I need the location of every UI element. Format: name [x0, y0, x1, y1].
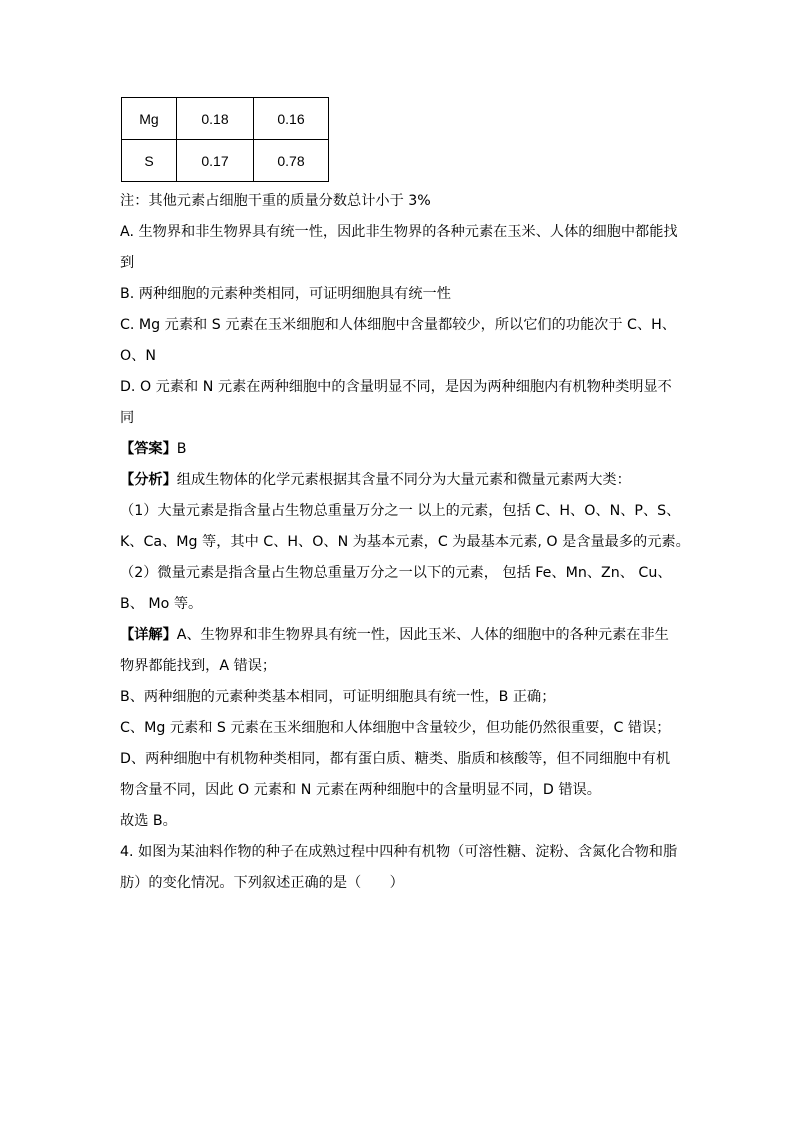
analysis-intro-line [120, 465, 680, 496]
detail-d-line2: 物含量不同，因此 O 元素和 N 元素在两种细胞中的含量明显不同，D 错误。 [120, 782, 601, 798]
detail-a-line2: 物界都能找到，A 错误； [120, 658, 277, 674]
analysis-point1-line2: K、Ca、Mg 等，其中 C、H、O、N 为基本元素，C 为最基本元素, O 是含量最多的元素。 [120, 534, 690, 550]
option-a-line2: 到 [120, 255, 135, 271]
analysis-intro: 组成生物体的化学元素根据其含量不同分为大量元素和微量元素两大类： [176, 472, 631, 488]
table-cell: 0.17 [177, 140, 254, 182]
table-cell: 0.78 [254, 140, 329, 182]
detail-b: B、两种细胞的元素种类基本相同，可证明细胞具有统一性，B 正确； [120, 689, 556, 705]
option-c-line2: O、N [120, 348, 156, 364]
table-note: 注：其他元素占细胞干重的质量分数总计小于 3% [120, 193, 431, 209]
option-c-line1: C. Mg 元素和 S 元素在玉米细胞和人体细胞中含量都较少，所以它们的功能次于 C、H、 [120, 317, 676, 333]
question-text [120, 186, 690, 899]
analysis-point1-line1: （1）大量元素是指含量占生物总重量万分之一 以上的元素，包括 C、H、O、N、P、S、 [120, 503, 681, 519]
table-row [122, 140, 329, 182]
question4-line1: 4. 如图为某油料作物的种子在成熟过程中四种有机物（可溶性糖、淀粉、含氮化合物和脂 [120, 844, 678, 860]
option-b: B. 两种细胞的元素种类相同，可证明细胞具有统一性 [120, 286, 451, 302]
answer-value: B [176, 441, 187, 457]
detail-c: C、Mg 元素和 S 元素在玉米细胞和人体细胞中含量较少，但功能仍然很重要，C 错误； [120, 720, 671, 736]
table-cell: Mg [122, 98, 177, 140]
element-content-table [121, 97, 329, 182]
table-row [122, 98, 329, 140]
analysis-label: 【分析】 [120, 472, 177, 488]
analysis-point2-line1: （2）微量元素是指含量占生物总重量万分之一以下的元素， 包括 Fe、Mn、Zn、 Cu、 [120, 565, 672, 581]
answer-line [120, 434, 680, 465]
question4-line2: 肪）的变化情况。下列叙述正确的是（ ） [120, 875, 404, 891]
table-cell: S [122, 140, 177, 182]
option-a-line1: A. 生物界和非生物界具有统一性，因此非生物界的各种元素在玉米、人体的细胞中都能找 [120, 224, 678, 240]
detail-a-line1 [120, 620, 680, 651]
table-cell: 0.16 [254, 98, 329, 140]
analysis-point2-line2: B、 Mo 等。 [120, 596, 203, 612]
detail-label: 【详解】 [120, 627, 177, 643]
table-cell: 0.18 [177, 98, 254, 140]
option-d-line2: 同 [120, 410, 135, 426]
answer-label: 【答案】 [120, 441, 177, 457]
conclusion: 故选 B。 [120, 813, 177, 829]
detail-a-text: A、生物界和非生物界具有统一性，因此玉米、人体的细胞中的各种元素在非生 [176, 627, 669, 643]
option-d-line1: D. O 元素和 N 元素在两种细胞中的含量明显不同，是因为两种细胞内有机物种类明显不 [120, 379, 672, 395]
detail-d-line1: D、两种细胞中有机物种类相同，都有蛋白质、糖类、脂质和核酸等，但不同细胞中有机 [120, 751, 671, 767]
